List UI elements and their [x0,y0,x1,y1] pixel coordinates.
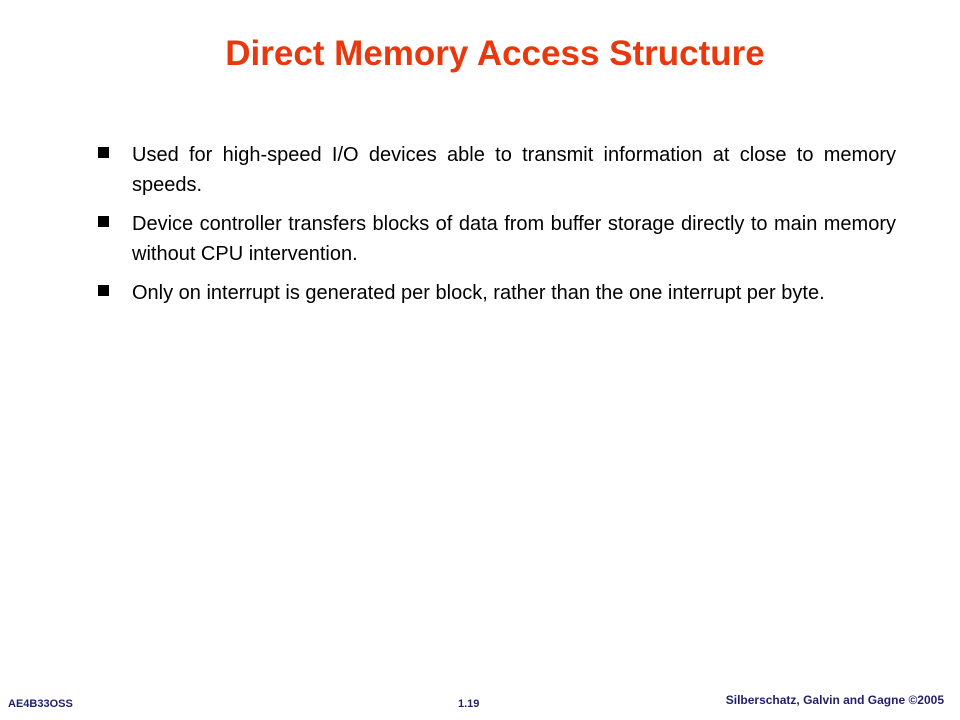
footer-page-number: 1.19 [458,698,480,710]
square-bullet-icon [98,216,109,227]
bullet-text: Only on interrupt is generated per block, rather than the one interrupt per byte. [132,282,825,304]
square-bullet-icon [98,147,109,158]
bullet-item [96,278,896,308]
bullet-item [96,209,896,269]
bullet-text: Used for high-speed I/O devices able to transmit information at close to memory speeds. [132,144,896,196]
bullet-item [96,140,896,200]
square-bullet-icon [98,285,109,296]
footer-credit: Silberschatz, Galvin and Gagne ©2005 [725,693,944,707]
bullet-list [96,140,896,317]
footer-course-code: AE4B33OSS [8,698,73,710]
slide-title: Direct Memory Access Structure [225,34,765,73]
bullet-text: Device controller transfers blocks of data from buffer storage directly to main memory without CPU intervention. [132,213,896,265]
